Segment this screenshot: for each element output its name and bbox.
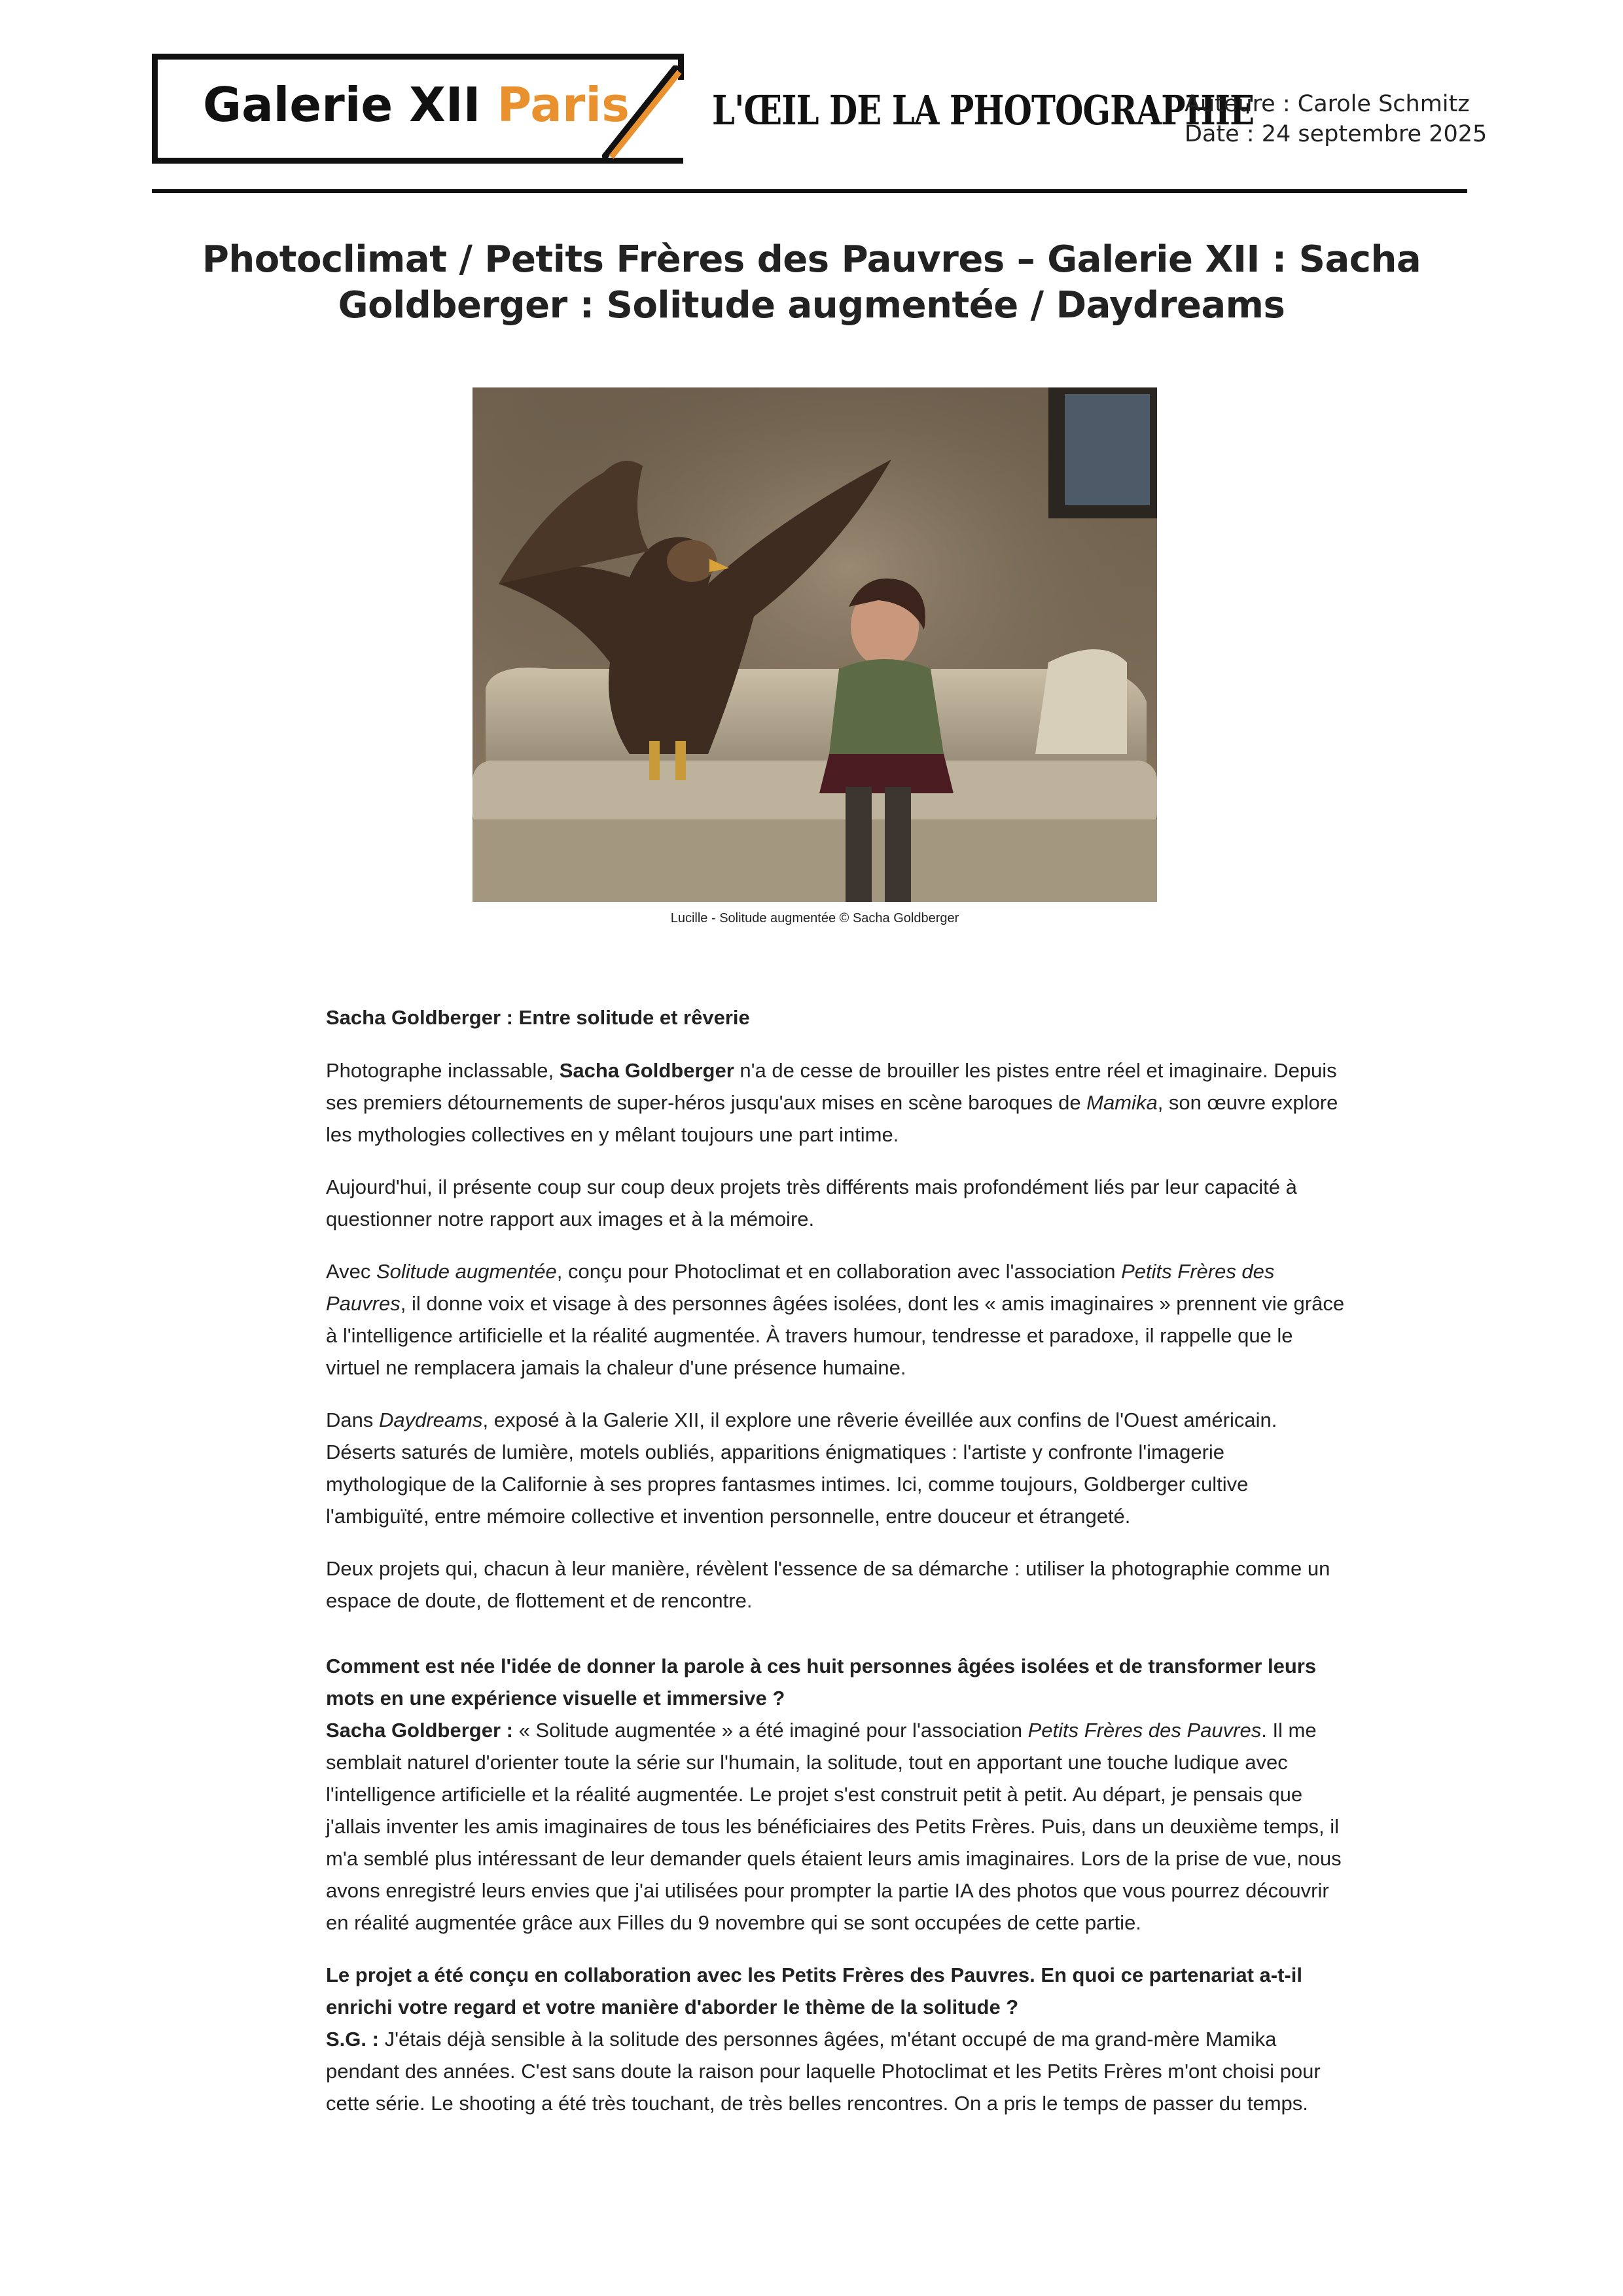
interview-answer-1: Sacha Goldberger : « Solitude augmentée » a été imaginé pour l'association Petits Frères des Pauvres. Il me semblait naturel d'orienter toute la série sur l'humain, la solitude, tout en apportant une touche ludique avec l'intelligence artificielle et la réalité augmentée. Le projet s'est construit petit à petit. Au départ, je pensais que j'allais inventer les amis imaginaires de tous les bénéficiaires des Petits Frères. Puis, dans un deuxième temps, il m'a semblé plus intéressant de leur demander quels étaient leurs amis imaginaires. Lors de la prise de vue, nous avons enregistré leurs envies que j'ai utilisées pour prompter la partie IA des photos que vous pourrez découvrir en réalité augmentée grâce aux Filles du 9 novembre qui se sont occupées de cette partie. [326, 1719, 1342, 1934]
header-divider [152, 189, 1467, 193]
gallery-logo[interactable] [203, 77, 630, 132]
paragraph-4: Dans Daydreams, exposé à la Galerie XII, il explore une rêverie éveillée aux confins de l'Ouest américain. Déserts saturés de lumière, motels oubliés, apparitions énigmatiques : l'artiste y confronte l'imagerie mythologique de la Californie à ses propres fantasmes intimes. Ici, comme toujours, Goldberger cultive l'ambiguïté, entre mémoire collective et invention personnelle, entre douceur et étrangeté. [326, 1408, 1277, 1528]
article-subtitle: Sacha Goldberger : Entre solitude et rêverie [326, 1006, 750, 1029]
photo-caption: Lucille - Solitude augmentée © Sacha Goldberger [670, 911, 959, 925]
interview-question-1: Comment est née l'idée de donner la parole à ces huit personnes âgées isolées et de transformer leurs mots en une expérience visuelle et immersive ? [326, 1655, 1317, 1710]
date-line: Date : 24 septembre 2025 [1185, 121, 1488, 147]
publisher-name: L'ŒIL DE LA PHOTOGRAPHIE [712, 86, 1255, 134]
author-line: Auteure : Carole Schmitz [1185, 91, 1470, 117]
logo-city-text: Paris [497, 77, 630, 132]
logo-name-text: Galerie XII [203, 77, 481, 132]
paragraph-5: Deux projets qui, chacun à leur manière, révèlent l'essence de sa démarche : utiliser la photographie comme un espace de doute, de flottement et de rencontre. [326, 1557, 1330, 1612]
article-body [326, 1001, 1347, 2140]
article-photo [473, 387, 1157, 902]
paragraph-1: Photographe inclassable, Sacha Goldberger n'a de cesse de brouiller les pistes entre réel et imaginaire. Depuis ses premiers détournements de super-héros jusqu'aux mises en scène baroques de Mamika, son œuvre explore les mythologies collectives en y mêlant toujours une part intime. [326, 1059, 1338, 1146]
paragraph-2: Aujourd'hui, il présente coup sur coup deux projets très différents mais profondément liés par leur capacité à questionner notre rapport aux images et à la mémoire. [326, 1175, 1297, 1230]
interview-question-2: Le projet a été conçu en collaboration avec les Petits Frères des Pauvres. En quoi ce partenariat a-t-il enrichi votre regard et votre manière d'aborder le thème de la solitude ? [326, 1964, 1302, 2018]
paragraph-3: Avec Solitude augmentée, conçu pour Photoclimat et en collaboration avec l'association Petits Frères des Pauvres, il donne voix et visage à des personnes âgées isolées, dont les « amis imaginaires » prennent vie grâce à l'intelligence artificielle et la réalité augmentée. À travers humour, tendresse et paradoxe, il rappelle que le virtuel ne remplacera jamais la chaleur d'une présence humaine. [326, 1260, 1345, 1379]
article-meta [1185, 89, 1487, 149]
article-title: Photoclimat / Petits Frères des Pauvres – Galerie XII : Sacha Goldberger : Solitude augmentée / Daydreams [202, 238, 1421, 327]
interview-answer-2: S.G. : J'étais déjà sensible à la solitude des personnes âgées, m'étant occupé de ma grand-mère Mamika pendant des années. C'est sans doute la raison pour laquelle Photoclimat et les Petits Frères m'ont choisi pour cette série. Le shooting a été très touchant, de très belles rencontres. On a pris le temps de passer du temps. [326, 2028, 1321, 2115]
